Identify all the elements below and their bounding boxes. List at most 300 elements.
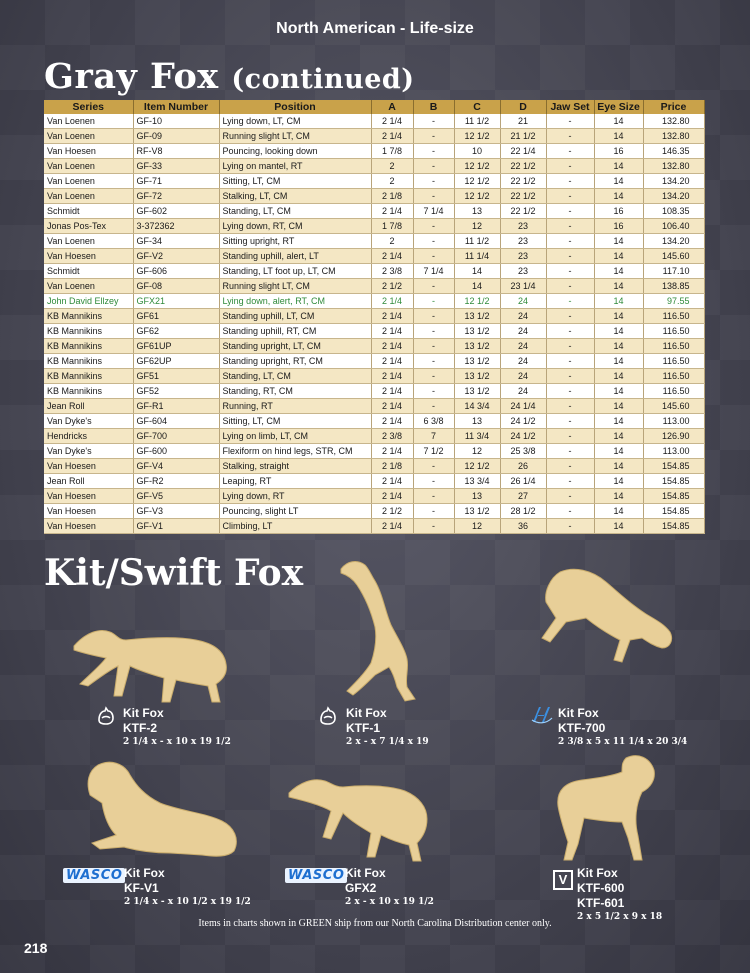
- cell-position: Sitting, LT, CM: [219, 414, 371, 429]
- table-row: [44, 519, 704, 534]
- column-header: Item Number: [133, 100, 219, 114]
- gray-fox-table: [44, 100, 705, 534]
- cell-b: -: [413, 219, 454, 234]
- table-row: [44, 189, 704, 204]
- cell-item: GF-602: [133, 204, 219, 219]
- cell-price: 145.60: [643, 249, 704, 264]
- cell-d: 23: [500, 264, 546, 279]
- cell-position: Lying on mantel, RT: [219, 159, 371, 174]
- column-header: Price: [643, 100, 704, 114]
- cell-eye: 14: [594, 399, 643, 414]
- column-header: D: [500, 100, 546, 114]
- fox-mannikin-gfx2-image: [285, 765, 435, 865]
- cell-a: 2 1/4: [371, 129, 413, 144]
- cell-position: Climbing, LT: [219, 519, 371, 534]
- cell-b: -: [413, 279, 454, 294]
- cell-series: KB Mannikins: [44, 324, 133, 339]
- table-row: [44, 324, 704, 339]
- cell-c: 14: [454, 279, 500, 294]
- cell-item: GF-V2: [133, 249, 219, 264]
- cell-price: 116.50: [643, 384, 704, 399]
- product-dims: 2 3/8 x 5 x 11 1/4 x 20 3/4: [558, 737, 688, 747]
- product-name: Kit Fox: [577, 866, 618, 880]
- cell-b: -: [413, 174, 454, 189]
- cell-d: 22 1/2: [500, 159, 546, 174]
- cell-c: 13 1/2: [454, 339, 500, 354]
- cell-eye: 14: [594, 339, 643, 354]
- cell-item: GF-R2: [133, 474, 219, 489]
- cell-b: -: [413, 129, 454, 144]
- cell-item: GF-V4: [133, 459, 219, 474]
- cell-price: 145.60: [643, 399, 704, 414]
- cell-d: 27: [500, 489, 546, 504]
- cell-jaw: -: [546, 459, 594, 474]
- cell-item: GF51: [133, 369, 219, 384]
- cell-series: Van Loenen: [44, 159, 133, 174]
- cell-eye: 16: [594, 144, 643, 159]
- v-logo: V: [553, 870, 573, 890]
- cell-d: 21 1/2: [500, 129, 546, 144]
- cell-series: Van Hoesen: [44, 459, 133, 474]
- table-row: [44, 159, 704, 174]
- cell-position: Standing uphill, LT, CM: [219, 309, 371, 324]
- cell-eye: 14: [594, 324, 643, 339]
- cell-c: 13 1/2: [454, 504, 500, 519]
- cell-b: -: [413, 234, 454, 249]
- fox-mannikin-ktf700-image: [530, 562, 680, 682]
- cell-series: Van Loenen: [44, 234, 133, 249]
- cell-c: 11 1/2: [454, 234, 500, 249]
- cell-eye: 14: [594, 369, 643, 384]
- cell-d: 24: [500, 324, 546, 339]
- cell-eye: 16: [594, 204, 643, 219]
- cell-b: -: [413, 474, 454, 489]
- cell-series: Van Hoesen: [44, 249, 133, 264]
- table-row: [44, 144, 704, 159]
- product-dims: 2 x - x 10 x 19 1/2: [345, 897, 434, 907]
- cell-d: 22 1/2: [500, 204, 546, 219]
- cell-price: 154.85: [643, 489, 704, 504]
- product-sku: KTF-2: [123, 721, 157, 735]
- table-row: [44, 354, 704, 369]
- table-row: [44, 429, 704, 444]
- cell-item: RF-V8: [133, 144, 219, 159]
- cell-b: -: [413, 489, 454, 504]
- cell-item: GF-71: [133, 174, 219, 189]
- cell-d: 23: [500, 249, 546, 264]
- cell-jaw: -: [546, 174, 594, 189]
- cell-a: 2 1/4: [371, 114, 413, 129]
- cell-item: GF61: [133, 309, 219, 324]
- cell-price: 138.85: [643, 279, 704, 294]
- cell-d: 24 1/2: [500, 414, 546, 429]
- table-row: [44, 399, 704, 414]
- cell-c: 12: [454, 519, 500, 534]
- table-row: [44, 384, 704, 399]
- cell-d: 24: [500, 354, 546, 369]
- table-row: [44, 504, 704, 519]
- product-name: Kit Fox: [346, 706, 387, 720]
- cell-b: -: [413, 294, 454, 309]
- cell-a: 2: [371, 159, 413, 174]
- cell-d: 23 1/4: [500, 279, 546, 294]
- cell-series: Van Loenen: [44, 129, 133, 144]
- cell-c: 10: [454, 144, 500, 159]
- cell-a: 2 3/8: [371, 429, 413, 444]
- cell-a: 2 1/2: [371, 504, 413, 519]
- cell-eye: 16: [594, 219, 643, 234]
- cell-price: 116.50: [643, 324, 704, 339]
- cell-c: 14 3/4: [454, 399, 500, 414]
- cell-series: Van Hoesen: [44, 504, 133, 519]
- cell-b: 7: [413, 429, 454, 444]
- cell-item: GF-10: [133, 114, 219, 129]
- product-dims: 2 x - x 7 1/4 x 19: [346, 737, 429, 747]
- cell-eye: 14: [594, 129, 643, 144]
- wasco-logo: WASCO: [285, 868, 347, 883]
- cell-price: 113.00: [643, 414, 704, 429]
- cell-c: 12 1/2: [454, 294, 500, 309]
- fox-mannikin-kfv1-image: [70, 755, 250, 865]
- cell-c: 13 3/4: [454, 474, 500, 489]
- cell-jaw: -: [546, 159, 594, 174]
- cell-c: 11 1/4: [454, 249, 500, 264]
- cell-d: 22 1/2: [500, 189, 546, 204]
- cell-price: 97.55: [643, 294, 704, 309]
- table-row: [44, 489, 704, 504]
- cell-a: 2 1/4: [371, 339, 413, 354]
- product-ktf600: [577, 866, 662, 924]
- cell-series: Van Hoesen: [44, 144, 133, 159]
- cell-jaw: -: [546, 249, 594, 264]
- cell-d: 25 3/8: [500, 444, 546, 459]
- cell-price: 116.50: [643, 309, 704, 324]
- cell-jaw: -: [546, 294, 594, 309]
- table-row: [44, 129, 704, 144]
- cell-c: 12 1/2: [454, 159, 500, 174]
- column-header: Position: [219, 100, 371, 114]
- cell-item: GFX21: [133, 294, 219, 309]
- cell-price: 113.00: [643, 444, 704, 459]
- product-name: Kit Fox: [558, 706, 599, 720]
- cell-a: 2 1/4: [371, 204, 413, 219]
- cell-d: 26: [500, 459, 546, 474]
- cell-eye: 14: [594, 519, 643, 534]
- cell-jaw: -: [546, 324, 594, 339]
- cell-d: 24: [500, 339, 546, 354]
- cell-position: Lying on limb, LT, CM: [219, 429, 371, 444]
- cell-item: GF-604: [133, 414, 219, 429]
- cell-position: Standing uphill, RT, CM: [219, 324, 371, 339]
- cell-b: 7 1/4: [413, 204, 454, 219]
- title-continued: (continued): [231, 64, 415, 95]
- product-sku: KTF-700: [558, 721, 606, 735]
- hendricks-logo-icon: [530, 704, 554, 726]
- product-ktf700: [558, 706, 687, 749]
- table-row: [44, 474, 704, 489]
- product-sku: KF-V1: [124, 881, 159, 895]
- cell-price: 106.40: [643, 219, 704, 234]
- cell-position: Pouncing, slight LT: [219, 504, 371, 519]
- cell-d: 22 1/4: [500, 144, 546, 159]
- cell-price: 116.50: [643, 354, 704, 369]
- cell-item: GF-72: [133, 189, 219, 204]
- cell-position: Standing, LT, CM: [219, 369, 371, 384]
- column-header: Series: [44, 100, 133, 114]
- table-row: [44, 279, 704, 294]
- cell-jaw: -: [546, 114, 594, 129]
- table-row: [44, 309, 704, 324]
- cell-position: Lying down, RT, CM: [219, 219, 371, 234]
- cell-item: GF-33: [133, 159, 219, 174]
- cell-c: 13 1/2: [454, 354, 500, 369]
- cell-a: 2 1/4: [371, 489, 413, 504]
- column-header: Eye Size: [594, 100, 643, 114]
- cell-jaw: -: [546, 264, 594, 279]
- cell-item: GF-09: [133, 129, 219, 144]
- cell-eye: 14: [594, 189, 643, 204]
- table-row: [44, 219, 704, 234]
- cell-price: 154.85: [643, 504, 704, 519]
- cell-d: 28 1/2: [500, 504, 546, 519]
- cell-c: 12: [454, 444, 500, 459]
- cell-position: Standing, RT, CM: [219, 384, 371, 399]
- cell-b: -: [413, 354, 454, 369]
- cell-d: 23: [500, 234, 546, 249]
- cell-eye: 14: [594, 444, 643, 459]
- cell-price: 134.20: [643, 189, 704, 204]
- cell-jaw: -: [546, 489, 594, 504]
- cell-position: Standing, LT foot up, LT, CM: [219, 264, 371, 279]
- cell-b: -: [413, 189, 454, 204]
- cell-position: Lying down, alert, RT, CM: [219, 294, 371, 309]
- cell-b: 7 1/4: [413, 264, 454, 279]
- cell-b: -: [413, 384, 454, 399]
- cell-item: GF61UP: [133, 339, 219, 354]
- cell-b: -: [413, 519, 454, 534]
- cell-d: 23: [500, 219, 546, 234]
- cell-item: GF-V1: [133, 519, 219, 534]
- cell-position: Sitting, LT, CM: [219, 174, 371, 189]
- cell-item: 3-372362: [133, 219, 219, 234]
- cell-jaw: -: [546, 429, 594, 444]
- cell-b: -: [413, 309, 454, 324]
- cell-b: -: [413, 159, 454, 174]
- cell-series: Van Dyke's: [44, 414, 133, 429]
- cell-d: 24 1/2: [500, 429, 546, 444]
- cell-jaw: -: [546, 474, 594, 489]
- cell-jaw: -: [546, 519, 594, 534]
- cell-a: 2: [371, 234, 413, 249]
- cell-c: 13: [454, 489, 500, 504]
- cell-d: 21: [500, 114, 546, 129]
- cell-a: 2 1/4: [371, 519, 413, 534]
- cell-eye: 14: [594, 489, 643, 504]
- cell-item: GF52: [133, 384, 219, 399]
- cell-eye: 14: [594, 279, 643, 294]
- cell-price: 134.20: [643, 234, 704, 249]
- cell-series: Hendricks: [44, 429, 133, 444]
- cell-price: 132.80: [643, 129, 704, 144]
- cell-position: Running slight LT, CM: [219, 129, 371, 144]
- gray-fox-title: [44, 56, 415, 97]
- cell-a: 2 3/8: [371, 264, 413, 279]
- product-sku-alt: KTF-601: [577, 896, 625, 910]
- cell-b: -: [413, 144, 454, 159]
- cell-jaw: -: [546, 204, 594, 219]
- cell-series: Van Loenen: [44, 114, 133, 129]
- fox-mannikin-ktf1-image: [335, 555, 435, 705]
- cell-series: Jean Roll: [44, 474, 133, 489]
- hand-logo-icon: [318, 706, 338, 726]
- cell-item: GF-08: [133, 279, 219, 294]
- cell-price: 134.20: [643, 174, 704, 189]
- column-header: C: [454, 100, 500, 114]
- cell-eye: 14: [594, 249, 643, 264]
- product-sku: KTF-600: [577, 881, 625, 895]
- cell-item: GF-34: [133, 234, 219, 249]
- cell-a: 1 7/8: [371, 144, 413, 159]
- cell-eye: 14: [594, 159, 643, 174]
- column-header: B: [413, 100, 454, 114]
- cell-series: Jean Roll: [44, 399, 133, 414]
- cell-price: 146.35: [643, 144, 704, 159]
- cell-price: 117.10: [643, 264, 704, 279]
- cell-b: -: [413, 339, 454, 354]
- cell-d: 26 1/4: [500, 474, 546, 489]
- table-row: [44, 249, 704, 264]
- cell-b: -: [413, 399, 454, 414]
- footnote: Items in charts shown in GREEN ship from our North Carolina Distribution center only.: [198, 918, 552, 929]
- table-row: [44, 114, 704, 129]
- cell-jaw: -: [546, 144, 594, 159]
- table-row: [44, 174, 704, 189]
- cell-b: -: [413, 249, 454, 264]
- cell-position: Running, RT: [219, 399, 371, 414]
- cell-a: 2 1/4: [371, 384, 413, 399]
- cell-jaw: -: [546, 234, 594, 249]
- cell-position: Standing upright, RT, CM: [219, 354, 371, 369]
- title-text: Gray Fox: [44, 56, 219, 97]
- cell-c: 13 1/2: [454, 384, 500, 399]
- cell-d: 36: [500, 519, 546, 534]
- cell-a: 2 1/8: [371, 189, 413, 204]
- cell-a: 1 7/8: [371, 219, 413, 234]
- product-ktf2: [123, 706, 231, 749]
- cell-jaw: -: [546, 279, 594, 294]
- cell-series: Van Dyke's: [44, 444, 133, 459]
- cell-jaw: -: [546, 399, 594, 414]
- cell-item: GF-600: [133, 444, 219, 459]
- table-row: [44, 204, 704, 219]
- table-row: [44, 444, 704, 459]
- cell-eye: 14: [594, 354, 643, 369]
- cell-a: 2 1/4: [371, 249, 413, 264]
- cell-item: GF62: [133, 324, 219, 339]
- cell-price: 126.90: [643, 429, 704, 444]
- cell-series: KB Mannikins: [44, 309, 133, 324]
- table-header-row: [44, 100, 704, 114]
- cell-b: -: [413, 324, 454, 339]
- cell-position: Flexiform on hind legs, STR, CM: [219, 444, 371, 459]
- cell-jaw: -: [546, 309, 594, 324]
- cell-a: 2 1/4: [371, 369, 413, 384]
- cell-position: Leaping, RT: [219, 474, 371, 489]
- cell-series: John David Ellzey: [44, 294, 133, 309]
- product-kfv1: [124, 866, 251, 909]
- product-sku: GFX2: [345, 881, 377, 895]
- table-row: [44, 339, 704, 354]
- cell-eye: 14: [594, 474, 643, 489]
- cell-position: Lying down, RT: [219, 489, 371, 504]
- cell-eye: 14: [594, 504, 643, 519]
- cell-position: Stalking, LT, CM: [219, 189, 371, 204]
- cell-jaw: -: [546, 189, 594, 204]
- page-number: 218: [24, 940, 48, 956]
- cell-position: Running slight LT, CM: [219, 279, 371, 294]
- product-name: Kit Fox: [123, 706, 164, 720]
- product-name: Kit Fox: [124, 866, 165, 880]
- cell-series: Schmidt: [44, 264, 133, 279]
- column-header: Jaw Set: [546, 100, 594, 114]
- cell-a: 2 1/4: [371, 444, 413, 459]
- cell-eye: 14: [594, 294, 643, 309]
- cell-eye: 14: [594, 429, 643, 444]
- product-dims: 2 x 5 1/2 x 9 x 18: [577, 912, 663, 922]
- cell-series: Van Hoesen: [44, 489, 133, 504]
- cell-item: GF62UP: [133, 354, 219, 369]
- cell-item: GF-V5: [133, 489, 219, 504]
- cell-c: 13: [454, 204, 500, 219]
- cell-price: 132.80: [643, 159, 704, 174]
- cell-eye: 14: [594, 234, 643, 249]
- cell-series: Van Loenen: [44, 174, 133, 189]
- cell-position: Standing upright, LT, CM: [219, 339, 371, 354]
- cell-a: 2 1/4: [371, 309, 413, 324]
- cell-series: KB Mannikins: [44, 339, 133, 354]
- cell-price: 132.80: [643, 114, 704, 129]
- cell-price: 116.50: [643, 369, 704, 384]
- cell-d: 24 1/4: [500, 399, 546, 414]
- cell-price: 154.85: [643, 474, 704, 489]
- cell-c: 11 1/2: [454, 114, 500, 129]
- cell-jaw: -: [546, 129, 594, 144]
- cell-c: 14: [454, 264, 500, 279]
- cell-item: GF-R1: [133, 399, 219, 414]
- cell-c: 12 1/2: [454, 459, 500, 474]
- cell-series: KB Mannikins: [44, 354, 133, 369]
- cell-series: Jonas Pos-Tex: [44, 219, 133, 234]
- cell-a: 2: [371, 174, 413, 189]
- table-row: [44, 234, 704, 249]
- cell-eye: 14: [594, 174, 643, 189]
- cell-series: Van Hoesen: [44, 519, 133, 534]
- cell-series: Schmidt: [44, 204, 133, 219]
- cell-item: GF-700: [133, 429, 219, 444]
- cell-jaw: -: [546, 504, 594, 519]
- cell-price: 108.35: [643, 204, 704, 219]
- product-name: Kit Fox: [345, 866, 386, 880]
- cell-eye: 14: [594, 264, 643, 279]
- cell-d: 24: [500, 294, 546, 309]
- section-subtitle: North American - Life-size: [276, 20, 474, 37]
- cell-b: 6 3/8: [413, 414, 454, 429]
- cell-eye: 14: [594, 459, 643, 474]
- product-ktf1: [346, 706, 429, 749]
- cell-a: 2 1/4: [371, 354, 413, 369]
- cell-series: KB Mannikins: [44, 369, 133, 384]
- cell-eye: 14: [594, 114, 643, 129]
